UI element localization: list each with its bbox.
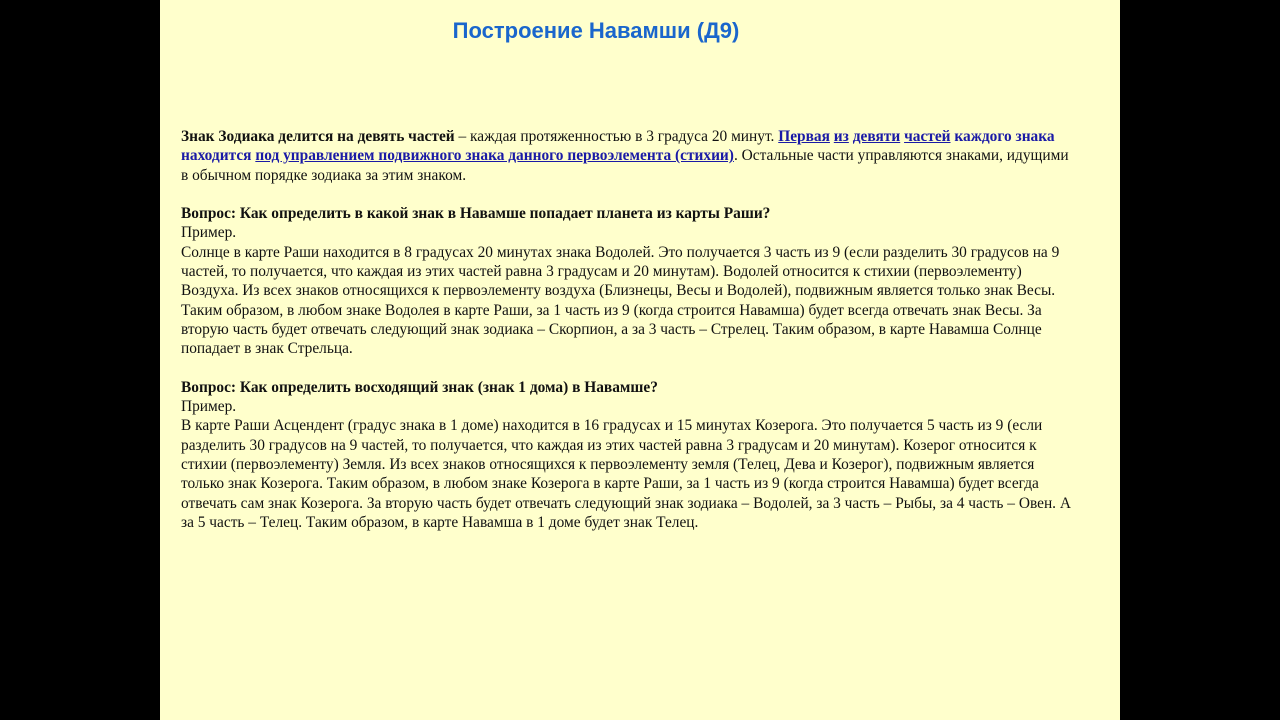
example-label-2: Пример. [181,398,237,416]
slide-content [181,127,1073,532]
page-title: Построение Навамши (Д9) [452,18,740,43]
intro-bold-start: Знак Зодиака делится на девять частей [181,128,455,145]
spacer [181,185,1073,204]
answer-2: В карте Раши Асцендент (градус знака в 1 доме) находится в 16 градусах и 15 минутах Козерога. Это получается 5 часть из 9 (если разделить 30 градусов на 9 частей, то получается, что каждая из этих частей равна 3 градусам и 20 минутам). Козерог относится к стихии (первоэлементу) Земля. Из всех знаков относящихся к первоэлементу земля (Телец, Дева и Козерог), подвижным является только знак Козерога. Таким образом, в любом знаке Козерога в карте Раши, за 1 часть из 9 (когда строится Навамша) будет всегда отвечать сам знак Козерога. За вторую часть будет отвечать следующий знак зодиака – Водолей, за 3 часть – Рыбы, за 4 часть – Овен. А за 5 часть – Телец. Таким образом, в карте Навамша в 1 доме будет знак Телец. [181,417,1071,531]
spacer [181,359,1073,378]
example-label-1: Пример. [181,224,237,242]
intro-bold-blue: каждого знака находится [181,128,1055,165]
link-mobile-sign[interactable]: под управлением подвижного знака данного первоэлемента (стихии) [255,147,734,165]
question-2: Вопрос: Как определить восходящий знак (знак 1 дома) в Навамше? [181,378,658,396]
link-nine[interactable]: девяти [852,128,901,145]
slide [160,0,1120,720]
link-parts[interactable]: частей [904,128,951,145]
answer-1: Солнце в карте Раши находится в 8 градусах 20 минутах знака Водолей. Это получается 3 часть из 9 (если разделить 30 градусов на 9 частей, то получается, что каждая из этих частей равна 3 градусам и 20 минутам). Водолей относится к стихии (первоэлементу) Воздуха. Из всех знаков относящихся к первоэлементу воздуха (Близнецы, Весы и Водолей), подвижным является только знак Весы. Таким образом, в любом знаке Водолея в карте Раши, за 1 часть из 9 (когда строится Навамша) будет всегда отвечать знак Весы. За вторую часть будет отвечать следующий знак зодиака – Скорпион, а за 3 часть – Стрелец. Таким образом, в карте Навамша Солнце попадает в знак Стрельца. [181,243,1060,358]
question-1: Вопрос: Как определить в какой знак в Навамше попадает планета из карты Раши? [181,205,771,223]
link-first[interactable]: Первая [778,128,830,145]
intro-paragraph [181,127,1073,185]
intro-text-1: – каждая протяженностью в 3 градуса 20 минут. [454,128,779,145]
intro-text-2: . Остальные части управляются знаками, идущими в обычном порядке зодиака за этим знаком. [181,147,1069,184]
link-from[interactable]: из [833,128,849,145]
